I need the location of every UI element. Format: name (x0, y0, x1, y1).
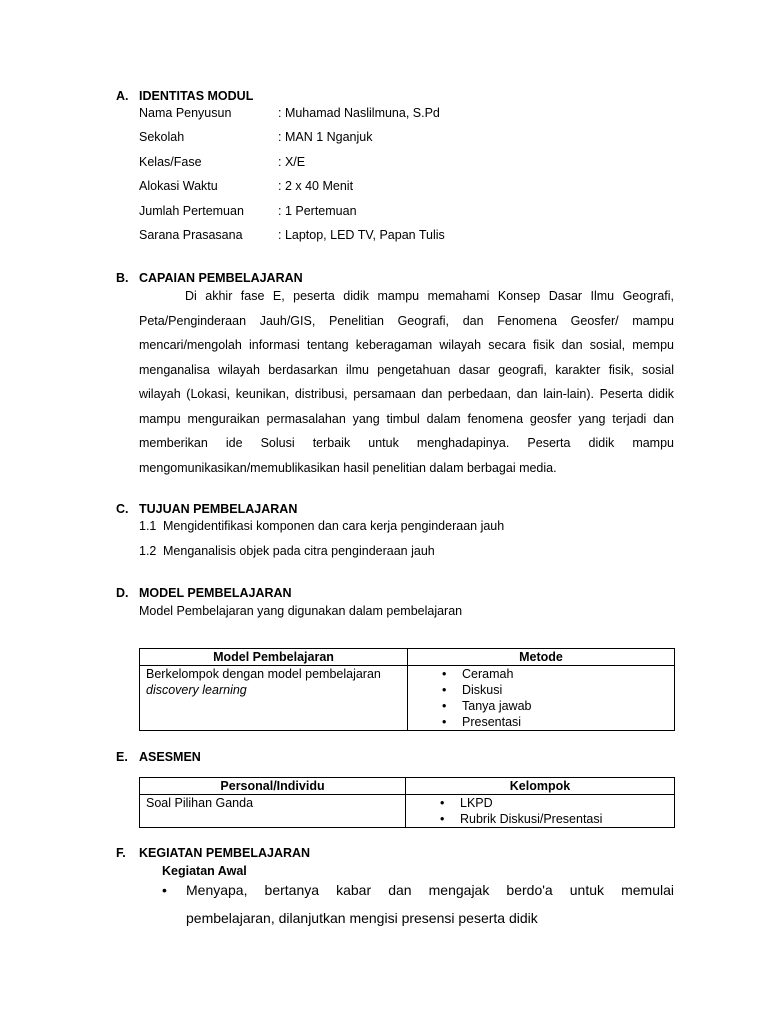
section-heading (116, 501, 676, 517)
section-title: MODEL PEMBELAJARAN (139, 586, 292, 600)
section-letter: B. (116, 271, 129, 285)
identity-value: : 2 x 40 Menit (278, 179, 354, 193)
section-identitas-modul (116, 88, 676, 104)
group-list (412, 795, 668, 827)
section-heading (116, 845, 676, 861)
list-item: • Rubrik Diskusi/Presentasi (412, 811, 668, 827)
identity-label: Nama Penyusun (139, 106, 232, 120)
table-header-row (140, 778, 675, 795)
identity-value: : MAN 1 Nganjuk (278, 130, 373, 144)
section-letter: D. (116, 586, 129, 600)
method-list (414, 666, 668, 730)
goal-number: 1.1 (139, 519, 157, 533)
assessment-table (139, 777, 675, 828)
identity-value: : Muhamad Naslilmuna, S.Pd (278, 106, 440, 120)
section-heading (116, 585, 676, 601)
capaian-paragraph (139, 284, 674, 480)
section-model-pembelajaran (116, 585, 676, 601)
section-letter: F. (116, 846, 126, 860)
goal-number: 1.2 (139, 544, 157, 558)
list-item: • LKPD (412, 795, 668, 811)
activity-item (162, 876, 674, 932)
identity-label: Sarana Prasasana (139, 228, 243, 242)
table-header: Metode (408, 649, 675, 666)
identity-value: : Laptop, LED TV, Papan Tulis (278, 228, 445, 242)
subsection-title: Kegiatan Awal (162, 864, 247, 878)
section-heading (116, 88, 676, 104)
table-header-row (140, 649, 675, 666)
table-header: Kelompok (406, 778, 675, 795)
list-item: • Tanya jawab (414, 698, 668, 714)
identity-row (139, 153, 305, 171)
table-row (140, 795, 675, 828)
table-header: Personal/Individu (140, 778, 406, 795)
list-item: • Presentasi (414, 714, 668, 730)
model-cell (140, 666, 408, 731)
model-name: discovery learning (146, 683, 247, 697)
identity-row (139, 177, 353, 195)
identity-label: Sekolah (139, 130, 185, 144)
identity-row (139, 202, 357, 220)
table-header: Model Pembelajaran (140, 649, 408, 666)
table-row (140, 666, 675, 731)
identity-label: Alokasi Waktu (139, 179, 218, 193)
group-cell (406, 795, 675, 828)
section-title: TUJUAN PEMBELAJARAN (139, 502, 298, 516)
goal-item (139, 542, 435, 560)
section-letter: E. (116, 750, 128, 764)
identity-row (139, 226, 445, 244)
goal-text: Menganalisis objek pada citra penginderaan jauh (163, 544, 435, 558)
model-description: Berkelompok dengan model pembelajaran (146, 667, 381, 681)
model-table (139, 648, 675, 731)
identity-row (139, 128, 372, 146)
section-letter: A. (116, 89, 129, 103)
section-kegiatan-pembelajaran (116, 845, 676, 861)
list-item: • Ceramah (414, 666, 668, 682)
section-title: CAPAIAN PEMBELAJARAN (139, 271, 303, 285)
individual-cell: Soal Pilihan Ganda (140, 795, 406, 828)
model-intro: Model Pembelajaran yang digunakan dalam pembelajaran (139, 604, 463, 618)
identity-label: Kelas/Fase (139, 155, 202, 169)
goal-item (139, 517, 504, 535)
activity-text: Menyapa, bertanya kabar dan mengajak berdo'a untuk memulai pembelajaran, dilanjutkan mengisi presensi peserta didik (186, 882, 674, 926)
section-heading (116, 749, 676, 765)
section-title: ASESMEN (139, 750, 201, 764)
identity-value: : X/E (278, 155, 306, 169)
section-asesmen (116, 749, 676, 765)
identity-label: Jumlah Pertemuan (139, 204, 244, 218)
list-item: • Diskusi (414, 682, 668, 698)
bullet-icon: • (162, 882, 167, 898)
section-letter: C. (116, 502, 129, 516)
identity-value: : 1 Pertemuan (278, 204, 357, 218)
section-title: KEGIATAN PEMBELAJARAN (139, 846, 311, 860)
section-tujuan-pembelajaran (116, 501, 676, 517)
goal-text: Mengidentifikasi komponen dan cara kerja penginderaan jauh (163, 519, 505, 533)
identity-row (139, 104, 440, 122)
section-title: IDENTITAS MODUL (139, 89, 254, 103)
method-cell (408, 666, 675, 731)
capaian-text: Di akhir fase E, peserta didik mampu memahami Konsep Dasar Ilmu Geografi, Peta/Penginderaan Jauh/GIS, Penelitian Geografi, dan Fenomena Geosfer/ mampu mencari/mengolah informasi tentang keberagaman wilayah secara fisik dan sosial, mempu menganalisa wilayah berdasarkan ilmu pengetahuan dasar geografi, karakter fisik, sosial wilayah (Lokasi, keunikan, distribusi, persamaan dan perbedaan, dan lain-lain). Peserta didik mampu menguraikan permasalahan yang timbul dalam fenomena geosfer yang terjadi dan memberikan ide Solusi terbaik untuk menghadapinya. Peserta didik mampu mengomunikasikan/memublikasikan hasil penelitian dalam berbagai media. (139, 289, 674, 475)
